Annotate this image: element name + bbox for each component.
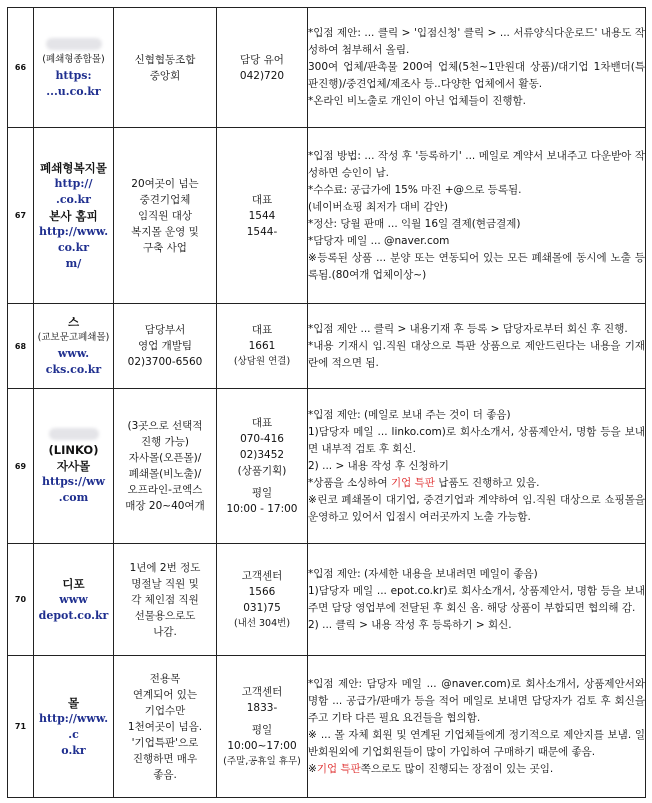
vendor-description <box>114 304 217 389</box>
submission-method <box>308 389 646 544</box>
vendor-name-cell <box>34 544 114 656</box>
method-line: *입점 제안: 담당자 메일 ... @naver.com)로 회사소개서, 상품제안서와 명함 ... 공급가/판매가 등을 적어 메일로 보내면 담당자가 검토 후 회신을 주고 기타 다른 필요 요건들을 협의함. <box>308 677 645 724</box>
method-line <box>308 475 645 492</box>
contact-line: 고객센터 <box>241 569 283 582</box>
contact-phone: 1544- <box>246 225 278 238</box>
submission-method <box>308 304 646 389</box>
method-text: *상품을 소싱하여 기업 특판 납품도 진행하고 있음. <box>308 476 540 489</box>
contact-hours: 10:00 - 17:00 <box>226 503 298 515</box>
contact-line: 대표 <box>251 193 273 206</box>
method-line: 2) ... 클릭 > 내용 작성 후 등록하기 > 회신. <box>308 618 512 631</box>
vendor-url-link[interactable]: https://ww .com <box>41 475 106 504</box>
redacted-block <box>46 38 102 50</box>
contact-line: 담당 유어 <box>240 53 284 66</box>
method-line: *정산: 당월 판매 ... 익월 16일 결제(현금결제) <box>308 217 521 230</box>
method-line: *입점 방법: ... 작성 후 '등록하기' ... 메일로 계약서 보내주고 다운받아 작성하면 승인이 남. <box>308 149 645 179</box>
contact-line: 대표 <box>251 324 273 336</box>
method-line: ※기업 특판쪽으로도 많이 진행되는 장점이 있는 곳임. <box>308 762 554 775</box>
contact-phone: 1661 <box>248 340 276 352</box>
vendor-description <box>114 8 217 128</box>
submission-method <box>308 8 646 128</box>
table-row <box>8 304 646 389</box>
vendor-contact <box>217 8 308 128</box>
method-line: 300여 업체/판촉물 200여 업체(5천~1만원대 상품)/대기업 1차밴더(특판진행)/중견업체/제조사 등..다양한 업체에서 활동. <box>308 61 645 90</box>
row-number: 69 <box>8 389 34 544</box>
method-line: 2) ... > 내용 작성 후 신청하기 <box>308 459 449 472</box>
description-text: 전용목 연계되어 있는 기업수만 1천여곳이 넘음. '기업특판'으로 진행하면 매우 좋음. <box>127 672 203 781</box>
row-number: 66 <box>8 8 34 128</box>
contact-hours-label: 평일 <box>251 723 273 736</box>
vendor-title: 스 <box>67 315 80 329</box>
contact-phone: 070-416 <box>240 433 284 445</box>
contact-hours: 10:00~17:00 <box>227 739 297 752</box>
description-text: 담당부서 영업 개발팀 02)3700-6560 <box>127 324 203 368</box>
method-line: ※등록된 상품 ... 분양 또는 연동되어 있는 모든 폐쇄몰에 동시에 노출 등록됨.(80여개 업체이상~) <box>308 251 645 281</box>
contact-phone: 031)75 <box>243 601 281 614</box>
contact-line: 대표 <box>251 417 273 429</box>
row-number: 68 <box>8 304 34 389</box>
vendor-contact <box>217 128 308 304</box>
method-line: *내용 기재시 임.직원 대상으로 특판 상품으로 제안드린다는 내용을 기재란에 적으면 됨. <box>308 339 645 369</box>
method-line: *입점 제안: (자세한 내용을 보내려면 메일이 좋음) <box>308 567 538 580</box>
vendor-title: 폐쇄형복지몰 <box>40 160 107 175</box>
description-text: (3곳으로 선택적 진행 가능) 자사몰(오픈몰)/ 폐쇄몰(비노출)/ 오프라인-코엑스 매장 20~40여개 <box>125 420 205 512</box>
vendor-contact <box>217 304 308 389</box>
vendor-subtitle: (폐쇄형종합몰) <box>42 53 105 65</box>
vendor-title: (LINKO) <box>48 443 99 457</box>
redacted-block <box>49 428 99 440</box>
vendor-title-sub: 자사몰 <box>56 459 91 473</box>
contact-phone: 042)720 <box>239 69 285 82</box>
vendor-title: 몰 <box>67 695 80 710</box>
row-number: 67 <box>8 128 34 304</box>
method-line: *담당자 메일 ... @naver.com <box>308 234 450 247</box>
description-text: 1년에 2번 정도 명절날 직원 및 각 체인점 직원 선물용으로도 나감. <box>129 561 201 638</box>
vendor-description <box>114 128 217 304</box>
contact-note: (상품기획) <box>237 465 287 477</box>
vendor-homepage-link[interactable]: http://www. co.kr m/ <box>38 224 109 270</box>
contact-line: 고객센터 <box>241 685 283 698</box>
contact-note: (내선 304번) <box>233 617 291 629</box>
description-text: 신협협동조합 중앙회 <box>134 53 196 82</box>
contact-phone: 1544 <box>248 209 276 222</box>
vendor-name-cell <box>34 8 114 128</box>
vendor-url-link[interactable]: www depot.co.kr <box>38 592 109 622</box>
vendor-description <box>114 544 217 656</box>
vendor-contact <box>217 656 308 798</box>
table-row <box>8 8 646 128</box>
vendor-name-cell <box>34 389 114 544</box>
vendor-name-cell <box>34 304 114 389</box>
contact-phone: 1833- <box>246 701 278 714</box>
method-line: *온라인 비노출로 개인이 아닌 업체들이 진행함. <box>308 95 526 107</box>
method-line: 1)담당자 메일 ... linko.com)로 회사소개서, 상품제안서, 명함 등을 보내면 내부적 검토 후 회신. <box>308 425 645 455</box>
vendor-table <box>7 7 646 798</box>
row-number: 70 <box>8 544 34 656</box>
vendor-name-cell <box>34 656 114 798</box>
vendor-contact <box>217 389 308 544</box>
vendor-url-link[interactable]: http:// .co.kr <box>54 176 93 206</box>
row-number: 71 <box>8 656 34 798</box>
method-line: 1)담당자 메일 ... epot.co.kr)로 회사소개서, 상품제안서, 명함 등을 보내 주면 담당 영업부에 전달된 후 회신 옴. 해당 상품이 부합되면 협의해 감. <box>308 584 645 614</box>
highlight-text: 기업 특판 <box>316 762 361 775</box>
method-line: ※린코 폐쇄몰이 대기업, 중견기업과 계약하여 임.직원 대상으로 쇼핑몰을 운영하고 있어서 입점시 여러곳까지 노출 가능함. <box>308 493 645 523</box>
method-line: *수수료: 공급가에 15% 마진 +@으로 등록됨. <box>308 183 522 196</box>
contact-phone: 1566 <box>248 585 276 598</box>
vendor-url-link[interactable]: http://www. .c o.kr <box>38 711 109 757</box>
contact-note: (주말,공휴일 휴무) <box>223 755 301 767</box>
table-row <box>8 544 646 656</box>
vendor-title: 디포 <box>62 576 85 591</box>
vendor-description <box>114 389 217 544</box>
table-row <box>8 128 646 304</box>
contact-note: (상담원 연결) <box>233 356 291 367</box>
submission-method <box>308 656 646 798</box>
submission-method <box>308 544 646 656</box>
vendor-description <box>114 656 217 798</box>
submission-method <box>308 128 646 304</box>
vendor-homepage-label: 본사 홈피 <box>49 208 98 223</box>
vendor-name-cell <box>34 128 114 304</box>
method-line: *입점 제안: (메일로 보내 주는 것이 더 좋음) <box>308 408 511 421</box>
vendor-url-link[interactable]: https: ...u.co.kr <box>46 68 101 98</box>
method-line: ※ ... 몰 자체 회원 및 연계된 기업체들에게 정기적으로 제안지를 보냄. 일반회원외에 기업회원들이 많이 가입하여 구매하기 때문에 좋음. <box>308 728 645 758</box>
vendor-contact <box>217 544 308 656</box>
method-line: *입점 제안: ... 클릭 > '입점신청' 클릭 > ... 서류양식다운로드' 내용도 작성하여 첨부해서 올림. <box>308 27 645 56</box>
method-line: *입점 제안 ... 클릭 > 내용기재 후 등록 > 담당자로부터 회신 후 진행. <box>308 322 628 335</box>
vendor-url-link[interactable]: www. cks.co.kr <box>45 347 102 376</box>
highlight-text: 기업 특판 <box>390 476 435 489</box>
method-line: (네이버쇼핑 최저가 대비 감안) <box>308 200 448 213</box>
description-text: 20여곳이 넘는 중견기업체 임직원 대상 복지몰 운영 및 구축 사업 <box>131 177 199 254</box>
vendor-subtitle: (교보문고폐쇄몰) <box>37 332 110 343</box>
contact-phone: 02)3452 <box>239 449 285 461</box>
table-row <box>8 389 646 544</box>
table-row <box>8 656 646 798</box>
contact-hours-label: 평일 <box>251 487 273 499</box>
